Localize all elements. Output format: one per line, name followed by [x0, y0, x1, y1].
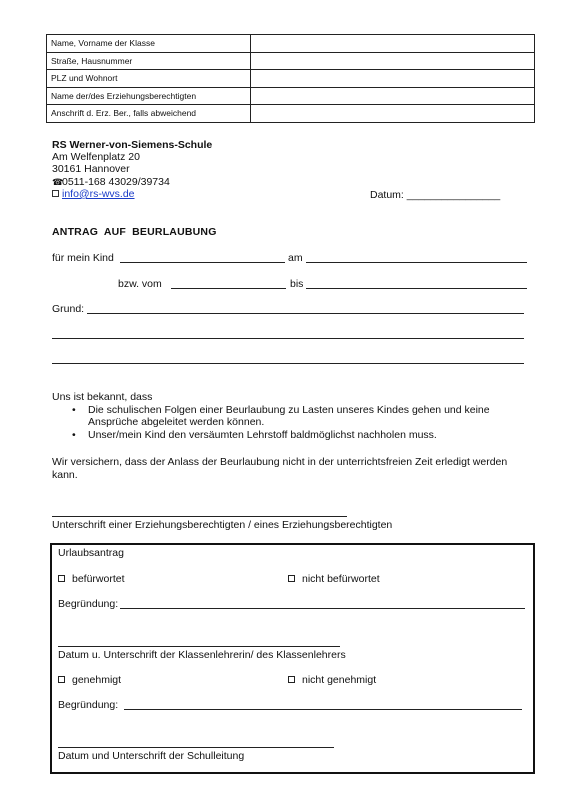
- table-row: [47, 70, 535, 88]
- reason-field-line-2[interactable]: [52, 338, 524, 339]
- guardian-name-field[interactable]: [251, 87, 535, 105]
- list-item: [72, 428, 522, 442]
- teacher-signature-label: Datum u. Unterschrift der Klassenlehrerin/ des Klassenlehrers: [58, 649, 346, 661]
- zip-city-field[interactable]: [251, 70, 535, 88]
- principal-reason-field[interactable]: [124, 709, 522, 710]
- guardian-name-label: Name der/des Erziehungsberechtigten: [47, 87, 251, 105]
- zip-city-label: PLZ und Wohnort: [47, 70, 251, 88]
- school-email-line: [52, 188, 212, 200]
- acknowledgement-intro: Uns ist bekannt, dass: [52, 391, 153, 403]
- street-label: Straße, Hausnummer: [47, 52, 251, 70]
- school-phone: 0511-168 43029/39734: [62, 175, 170, 188]
- school-phone-line: [52, 176, 212, 188]
- child-name-field[interactable]: [120, 262, 285, 263]
- acknowledgement-list: [52, 404, 522, 442]
- from-date-field[interactable]: [171, 288, 286, 289]
- reason-field-line-3[interactable]: [52, 363, 524, 364]
- guardian-address-field[interactable]: [251, 105, 535, 123]
- from-label: bzw. vom: [118, 278, 162, 290]
- school-street: Am Welfenplatz 20: [52, 151, 140, 164]
- guardian-address-label: Anschrift d. Erz. Ber., falls abweichend: [47, 105, 251, 123]
- supported-label: befürwortet: [72, 573, 125, 585]
- parent-signature-field[interactable]: [52, 516, 347, 517]
- approved-option[interactable]: [58, 674, 121, 686]
- until-date-field[interactable]: [306, 288, 527, 289]
- checkbox-icon[interactable]: [288, 575, 295, 582]
- principal-signature-field[interactable]: [58, 747, 334, 748]
- school-name: RS Werner-von-Siemens-Schule: [52, 139, 213, 151]
- computer-icon: [52, 190, 59, 197]
- not-supported-label: nicht befürwortet: [302, 573, 380, 585]
- teacher-reason-label: Begründung:: [58, 598, 119, 610]
- acknowledgement-section: [52, 391, 522, 441]
- table-row: [47, 87, 535, 105]
- list-item: [72, 403, 522, 429]
- checkbox-icon[interactable]: [58, 575, 65, 582]
- leave-request-heading: Urlaubsantrag: [58, 547, 124, 559]
- checkbox-icon[interactable]: [288, 676, 295, 683]
- student-info-table: [46, 34, 535, 123]
- declaration-text: Wir versichern, dass der Anlass der Beurlaubung nicht in der unterrichtsfreien Zeit erledigt werden kann.: [52, 456, 508, 481]
- acknowledgement-bullet-2: Unser/mein Kind den versäumten Lehrstoff baldmöglichst nachholen muss.: [88, 428, 437, 441]
- school-email-link[interactable]: info@rs-wvs.de: [62, 187, 135, 200]
- bullet-icon: •: [72, 428, 76, 441]
- principal-reason-label: Begründung:: [58, 699, 119, 711]
- school-address: [52, 139, 212, 200]
- class-name-label: Name, Vorname der Klasse: [47, 35, 251, 53]
- table-row: [47, 35, 535, 53]
- teacher-reason-field[interactable]: [120, 608, 525, 609]
- bullet-icon: •: [72, 403, 76, 416]
- date-field[interactable]: Datum: ________________: [370, 189, 501, 201]
- not-supported-option[interactable]: [288, 573, 380, 585]
- child-label: für mein Kind: [52, 252, 114, 264]
- approved-label: genehmigt: [72, 674, 122, 686]
- school-decision-box: [50, 543, 535, 774]
- reason-field-line-1[interactable]: [87, 313, 524, 314]
- not-approved-label: nicht genehmigt: [302, 674, 377, 686]
- acknowledgement-bullet-1: Die schulischen Folgen einer Beurlaubung zu Lasten unseres Kindes gehen und keine Ansprüche abgeleitet werden können.: [88, 403, 490, 429]
- school-city: 30161 Hannover: [52, 163, 130, 176]
- table-row: [47, 52, 535, 70]
- not-approved-option[interactable]: [288, 674, 376, 686]
- class-name-field[interactable]: [251, 35, 535, 53]
- telephone-icon: ☎: [52, 176, 64, 187]
- checkbox-icon[interactable]: [58, 676, 65, 683]
- parent-signature-label: Unterschrift einer Erziehungsberechtigten / eines Erziehungsberechtigten: [52, 519, 393, 531]
- table-row: [47, 105, 535, 123]
- on-label: am: [288, 252, 303, 264]
- street-field[interactable]: [251, 52, 535, 70]
- until-label: bis: [290, 278, 304, 290]
- teacher-signature-field[interactable]: [58, 646, 340, 647]
- principal-signature-label: Datum und Unterschrift der Schulleitung: [58, 750, 245, 762]
- supported-option[interactable]: [58, 573, 125, 585]
- reason-label: Grund:: [52, 303, 85, 315]
- form-title: ANTRAG AUF BEURLAUBUNG: [52, 226, 217, 238]
- on-date-field[interactable]: [306, 262, 527, 263]
